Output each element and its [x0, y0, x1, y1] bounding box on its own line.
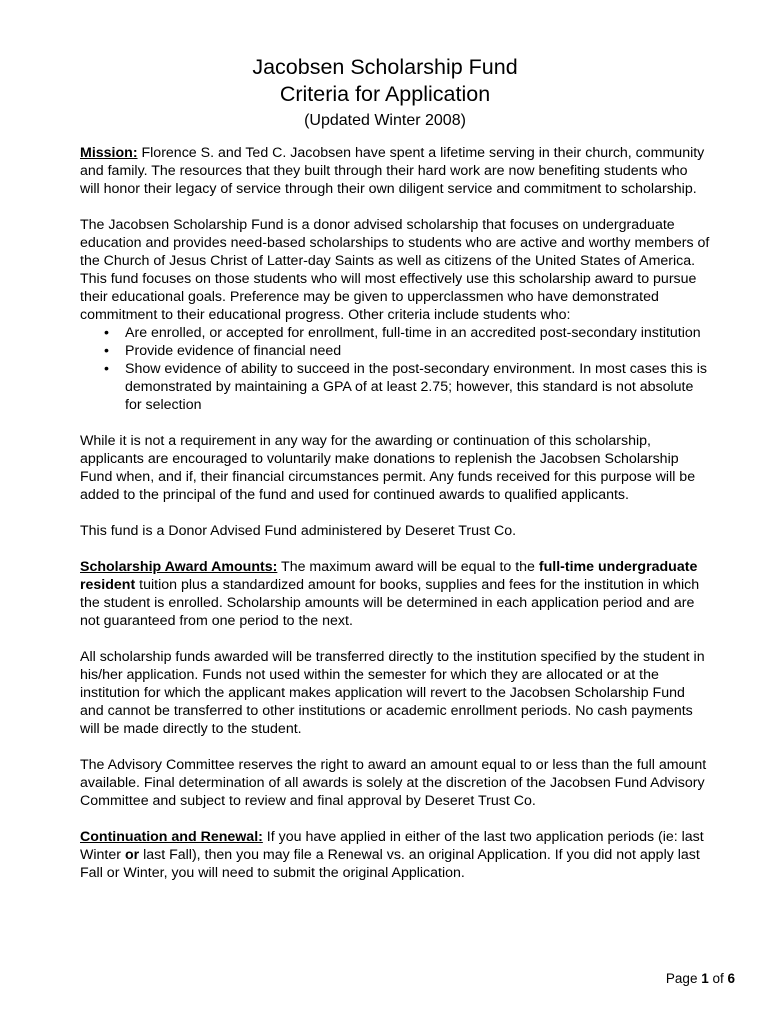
donations-paragraph: While it is not a requirement in any way for the awarding or continuation of this scholarship, applicants are encouraged to voluntarily make donations to replenish the Jacobsen Scholarship Fund when, and if, their financial circumstances permit. Any funds received for this purpose will be added to the principal of the fund and used for continued awards to qualified applicants.: [80, 433, 696, 503]
of-label: of: [708, 971, 728, 986]
list-item: [80, 342, 710, 360]
mission-heading: Mission:: [80, 145, 138, 161]
bullet-icon: •: [104, 361, 109, 377]
current-page-number: 1: [701, 971, 709, 986]
award-amounts-bold: full-time undergraduate resident: [80, 559, 698, 593]
criteria-item-text: Show evidence of ability to succeed in the post-secondary environment. In most cases this is demonstrated by maintaining a GPA of at least 2.75; however, this standard is not absolute for selection: [125, 361, 707, 413]
renewal-text-before: If you have applied in either of the last two application periods (ie: last Winter: [80, 829, 704, 863]
document-title: Jacobsen Scholarship Fund: [252, 55, 518, 79]
mission-paragraph: [80, 144, 710, 198]
award-amounts-text-before: The maximum award will be equal to the: [277, 559, 539, 575]
document-subtitle: Criteria for Application: [279, 82, 491, 106]
total-pages: 6: [727, 971, 735, 986]
renewal-paragraph: [80, 828, 710, 882]
committee-paragraph: The Advisory Committee reserves the right to award an amount equal to or less than the full amount available. Final determination of all awards is solely at the discretion of the Jacobsen Fund Advisory Committee and subject to review and final approval by Deseret Trust Co.: [80, 757, 707, 809]
page-number-footer: [666, 970, 735, 988]
criteria-item-text: Are enrolled, or accepted for enrollment, full-time in an accredited post-secondary institution: [125, 325, 701, 341]
renewal-heading: Continuation and Renewal:: [80, 829, 263, 845]
list-item: [80, 324, 710, 342]
updated-date: (Updated Winter 2008): [304, 112, 466, 129]
award-amounts-paragraph: [80, 558, 710, 630]
mission-text: Florence S. and Ted C. Jacobsen have spent a lifetime serving in their church, community and family. The resources that they built through their hard work are now benefiting students who will honor their legacy of service through their own diligent service and commitment to scholarship.: [80, 145, 705, 197]
fund-description-paragraph: The Jacobsen Scholarship Fund is a donor advised scholarship that focuses on undergraduate education and provides need-based scholarships to students who are active and worthy members of the Church of Jesus Christ of Latter-day Saints as well as citizens of the United States of America. This fund focuses on those students who will most effectively use this scholarship award to pursue their educational goals. Preference may be given to upperclassmen who have demonstrated commitment to their educational progress. Other criteria include students who:: [80, 217, 710, 323]
award-amounts-heading: Scholarship Award Amounts:: [80, 559, 278, 575]
criteria-item-text: Provide evidence of financial need: [125, 343, 342, 359]
list-item: [80, 360, 710, 414]
bullet-icon: •: [104, 343, 109, 359]
page-label: Page: [665, 971, 702, 986]
title-block: [0, 54, 770, 132]
renewal-bold: or: [124, 847, 140, 863]
administered-paragraph: This fund is a Donor Advised Fund administered by Deseret Trust Co.: [80, 523, 517, 539]
criteria-list: [80, 324, 710, 414]
renewal-text-after: last Fall), then you may file a Renewal vs. an original Application. If you did not apply last Fall or Winter, you will need to submit the original Application.: [80, 847, 700, 881]
document-body: [80, 144, 710, 882]
transfer-paragraph: All scholarship funds awarded will be transferred directly to the institution specified by the student in his/her application. Funds not used within the semester for which they are allocated or at the institution for which the applicant makes application will revert to the Jacobsen Scholarship Fund and cannot be transferred to other institutions or academic enrollment periods. No cash payments will be made directly to the student.: [80, 649, 705, 737]
bullet-icon: •: [104, 325, 109, 341]
award-amounts-text-after: tuition plus a standardized amount for books, supplies and fees for the institution in which the student is enrolled. Scholarship amounts will be determined in each application period and are not guaranteed from one period to the next.: [80, 577, 700, 629]
